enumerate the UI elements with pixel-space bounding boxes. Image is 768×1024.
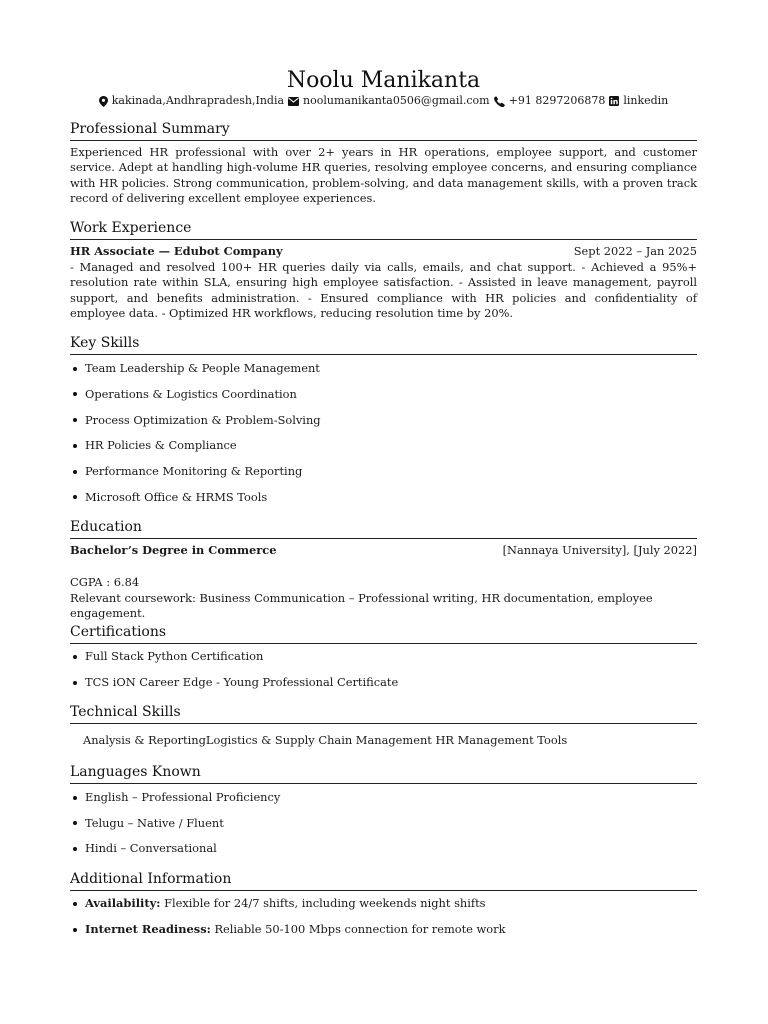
list-item (70, 896, 697, 911)
certification-text: Full Stack Python Certification (85, 649, 264, 663)
list-item (70, 922, 697, 937)
languages-section (70, 763, 697, 856)
internet-label: Internet Readiness: (85, 922, 211, 936)
coursework-text: Relevant coursework: Business Communication – Professional writing, HR documentation, employee engagement. (70, 590, 653, 620)
availability-label: Availability: (85, 896, 161, 910)
linkedin-item[interactable] (609, 94, 668, 108)
list-item (70, 438, 697, 453)
bullet-icon (73, 418, 77, 422)
languages-list (70, 790, 697, 856)
technical-text: Analysis & ReportingLogistics & Supply Chain Management HR Management Tools (83, 733, 568, 747)
bullet-icon (73, 444, 77, 448)
degree-title: Bachelor’s Degree in Commerce (70, 543, 277, 557)
skill-text: HR Policies & Compliance (85, 438, 237, 453)
list-item (70, 490, 697, 505)
list-item (70, 649, 697, 664)
bullet-icon (73, 655, 77, 659)
skills-section (70, 334, 697, 505)
technical-section (70, 703, 697, 748)
location-item (99, 94, 284, 108)
languages-heading: Languages Known (70, 763, 697, 784)
internet-text: Reliable 50-100 Mbps connection for remote work (214, 922, 506, 936)
role-title: HR Associate — Edubot Company (70, 244, 283, 258)
bullet-icon (73, 367, 77, 371)
skill-text: Team Leadership & People Management (85, 361, 320, 375)
education-row (70, 543, 697, 558)
phone-icon (494, 96, 505, 107)
certifications-list (70, 649, 697, 690)
education-details (70, 575, 697, 622)
skill-text: Process Optimization & Problem-Solving (85, 412, 321, 427)
location-text: kakinada,Andhrapradesh,India (111, 94, 285, 107)
cgpa-text: CGPA : 6.84 (70, 575, 140, 589)
education-heading: Education (70, 518, 697, 539)
list-item (70, 816, 697, 831)
location-pin-icon (99, 96, 108, 107)
list-item (70, 361, 697, 376)
bullet-icon (73, 928, 77, 932)
list-item (70, 790, 697, 805)
additional-list (70, 896, 697, 937)
list-item (70, 675, 697, 690)
role-row (70, 244, 697, 259)
certifications-section (70, 623, 697, 690)
candidate-name: Noolu Manikanta (286, 68, 481, 93)
summary-text: Experienced HR professional with over 2+ years in HR operations, employee support, and customer service. Adept at handling high-volume HR queries, resolving employee concerns, and ensuring compliance with HR policies. Strong communication, problem-solving, and data management skills, with a proven track record of delivering excellent employee experiences. (70, 145, 697, 206)
skills-heading: Key Skills (70, 334, 697, 355)
technical-heading: Technical Skills (70, 703, 697, 724)
additional-section (70, 870, 697, 937)
list-item (70, 841, 697, 856)
bullet-icon (73, 902, 77, 906)
bullet-icon (73, 847, 77, 851)
institution-text: [Nannaya University], [July 2022] (502, 543, 697, 557)
bullet-icon (73, 495, 77, 499)
phone-text[interactable]: +91 8297206878 (508, 94, 606, 107)
certification-text: TCS iON Career Edge - Young Professional Certificate (85, 675, 399, 689)
summary-heading: Professional Summary (70, 120, 697, 141)
skill-text: Performance Monitoring & Reporting (85, 464, 303, 479)
language-text: Telugu – Native / Fluent (85, 815, 224, 830)
bullet-icon (73, 821, 77, 825)
skills-list (70, 361, 697, 505)
summary-section (70, 120, 697, 207)
role-dates: Sept 2022 – Jan 2025 (573, 244, 697, 258)
envelope-icon (288, 97, 299, 106)
list-item (70, 464, 697, 479)
list-item (70, 413, 697, 428)
certifications-heading: Certifications (70, 623, 697, 644)
experience-section (70, 219, 697, 322)
education-section (70, 518, 697, 622)
list-item (70, 387, 697, 402)
experience-heading: Work Experience (70, 219, 697, 240)
resume-header (70, 68, 697, 108)
language-text: Hindi – Conversational (85, 841, 217, 855)
email-item[interactable] (288, 94, 490, 108)
skill-text: Operations & Logistics Coordination (85, 386, 297, 401)
contact-line (70, 94, 697, 108)
linkedin-icon (609, 96, 619, 106)
availability-text: Flexible for 24/7 shifts, including weekends night shifts (164, 896, 486, 910)
additional-heading: Additional Information (70, 870, 697, 891)
phone-item[interactable] (494, 94, 606, 108)
linkedin-link[interactable]: linkedin (623, 94, 669, 107)
resume-page (70, 68, 697, 936)
email-text[interactable]: noolumanikanta0506@gmail.com (303, 94, 490, 107)
bullet-icon (73, 681, 77, 685)
role-details: - Managed and resolved 100+ HR queries daily via calls, emails, and chat support. - Achieved a 95%+ resolution rate within SLA, ensuring high employee satisfaction. - Assisted in leave management, payroll support, and benefits administration. - Ensured compliance with HR policies and confidentiality of employee data. - Optimized HR workflows, reducing resolution time by 20%. (70, 260, 697, 321)
bullet-icon (73, 796, 77, 800)
bullet-icon (73, 470, 77, 474)
language-text: English – Professional Proficiency (85, 790, 281, 804)
bullet-icon (73, 392, 77, 396)
skill-text: Microsoft Office & HRMS Tools (85, 489, 268, 504)
